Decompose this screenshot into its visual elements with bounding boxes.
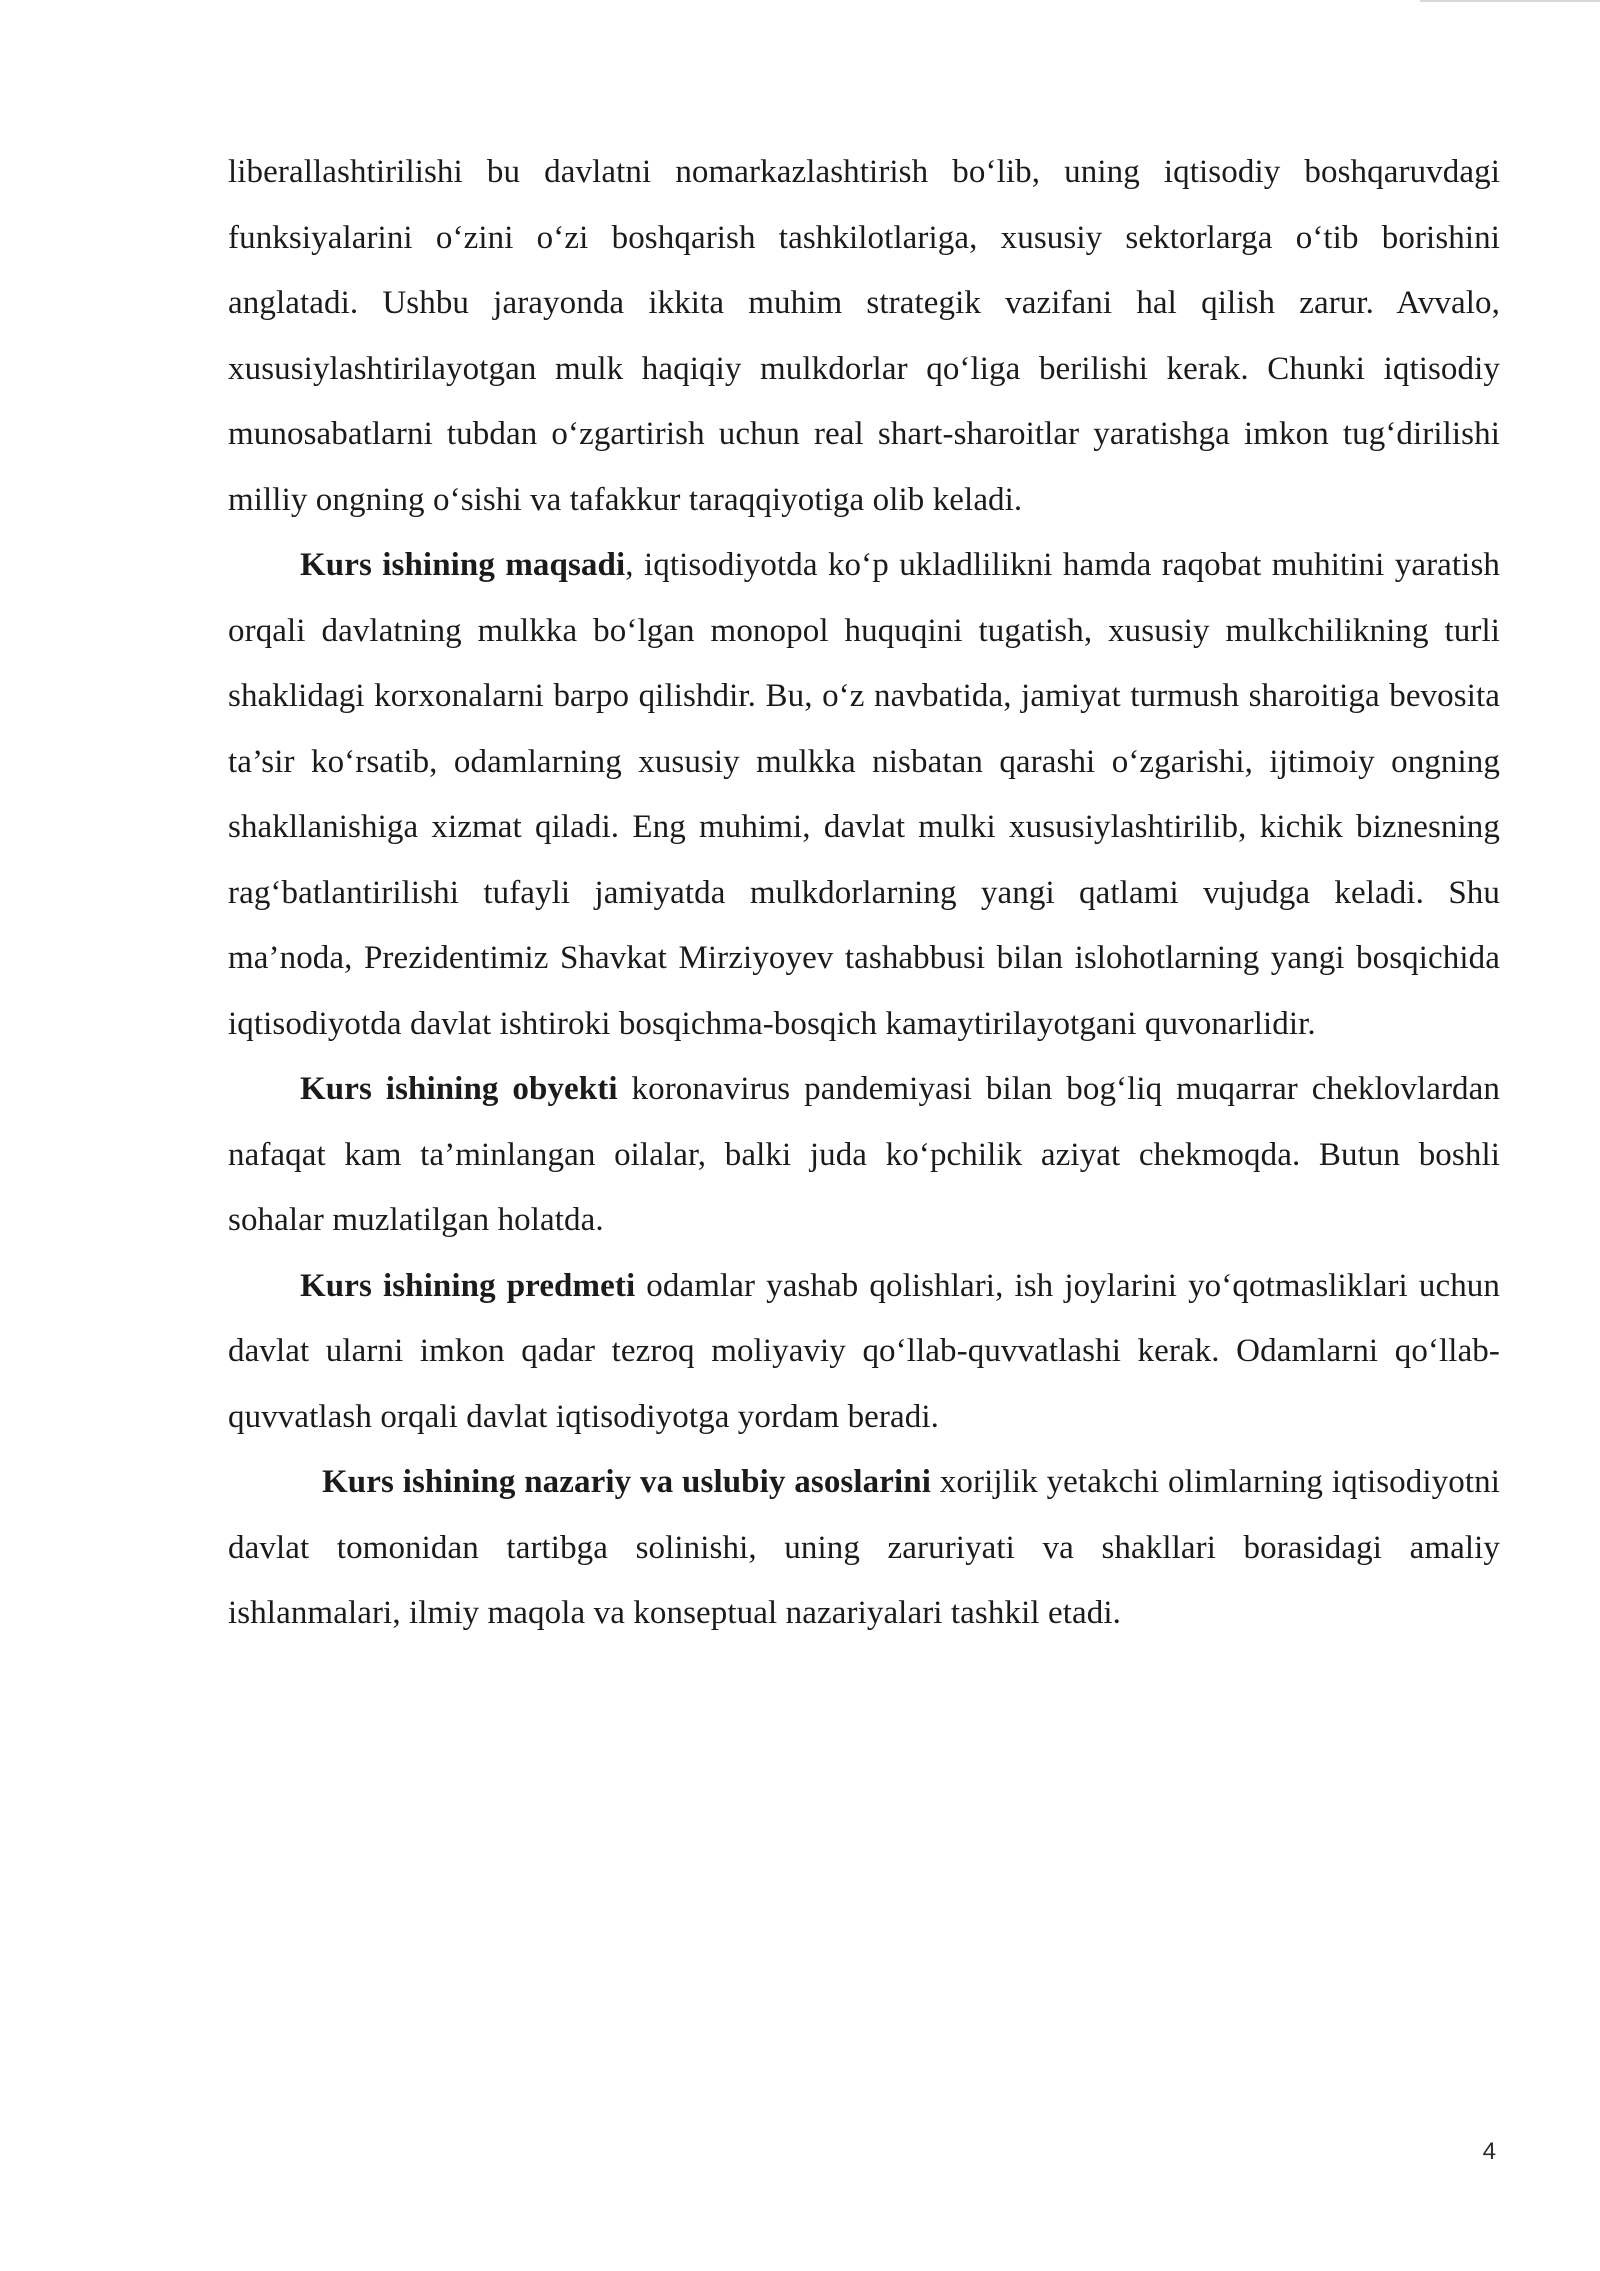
paragraph-foundations: [228, 1450, 1500, 1647]
paragraph-text: , iqtisodiyotda ko‘p ukladlilikni hamda raqobat muhitini yaratish orqali davlatning mulkka bo‘lgan monopol huquqini tugatish, xususiy mulkchilikning turli shaklidagi korxonalarni barpo qilishdir. Bu, o‘z navbatida, jamiyat turmush sharoitiga bevosita ta’sir ko‘rsatib, odamlarning xususiy mulkka nisbatan qarashi o‘zgarishi, ijtimoiy ongning shakllanishiga xizmat qiladi. Eng muhimi, davlat mulki xususiylashtirilib, kichik biznesning rag‘batlantirilishi tufayli jamiyatda mulkdorlarning yangi qatlami vujudga keladi. Shu ma’noda, Prezidentimiz Shavkat Mirziyoyev tashabbusi bilan islohotlarning yangi bosqichida iqtisodiyotda davlat ishtiroki bosqichma-bosqich kamaytirilayotgani quvonarlidir.: [228, 547, 1500, 1042]
paragraph-liberalization: [228, 140, 1500, 533]
paragraph-lead-object: Kurs ishining obyekti: [300, 1071, 618, 1107]
paragraph-text: liberallashtirilishi bu davlatni nomarkazlashtirish bo‘lib, uning iqtisodiy boshqaruvdagi funksiyalarini o‘zini o‘zi boshqarish tashkilotlariga, xususiy sektorlarga o‘tib borishini anglatadi. Ushbu jarayonda ikkita muhim strategik vazifani hal qilish zarur. Avvalo, xususiylashtirilayotgan mulk haqiqiy mulkdorlar qo‘liga berilishi kerak. Chunki iqtisodiy munosabatlarni tubdan o‘zgartirish uchun real shart-sharoitlar yaratishga imkon tug‘dirilishi milliy ongning o‘sishi va tafakkur taraqqiyotiga olib keladi.: [228, 154, 1500, 518]
paragraph-text: odamlar yashab qolishlari, ish joylarini yo‘qotmasliklari uchun davlat ularni imkon qadar tezroq moliyaviy qo‘llab-quvvatlashi kerak. Odamlarni qo‘llab-quvvatlash orqali davlat iqtisodiyotga yordam beradi.: [228, 1267, 1500, 1435]
paragraph-lead-subject: Kurs ishining predmeti: [300, 1267, 636, 1304]
top-edge-rule: [1420, 0, 1600, 2]
paragraph-object: [228, 1057, 1500, 1254]
paragraph-lead-foundations: Kurs ishining nazariy va uslubiy asoslarini: [322, 1464, 931, 1500]
paragraph-lead-goal: Kurs ishining maqsadi: [300, 547, 626, 583]
paragraph-text: xorijlik yetakchi olimlarning iqtisodiyotni davlat tomonidan tartibga solinishi, uning zaruriyati va shakllari borasidagi amaliy ishlanmalari, ilmiy maqola va konseptual nazariyalari tashkil etadi.: [228, 1464, 1500, 1631]
paragraph-goal: [228, 533, 1500, 1057]
paragraph-subject: [228, 1254, 1500, 1451]
paragraph-text: koronavirus pandemiyasi bilan bog‘liq muqarrar cheklovlardan nafaqat kam ta’minlangan oilalar, balki juda ko‘pchilik aziyat chekmoqda. Butun boshli sohalar muzlatilgan holatda.: [228, 1071, 1500, 1238]
page-number: 4: [1482, 2138, 1496, 2165]
page-body: [228, 140, 1500, 1647]
